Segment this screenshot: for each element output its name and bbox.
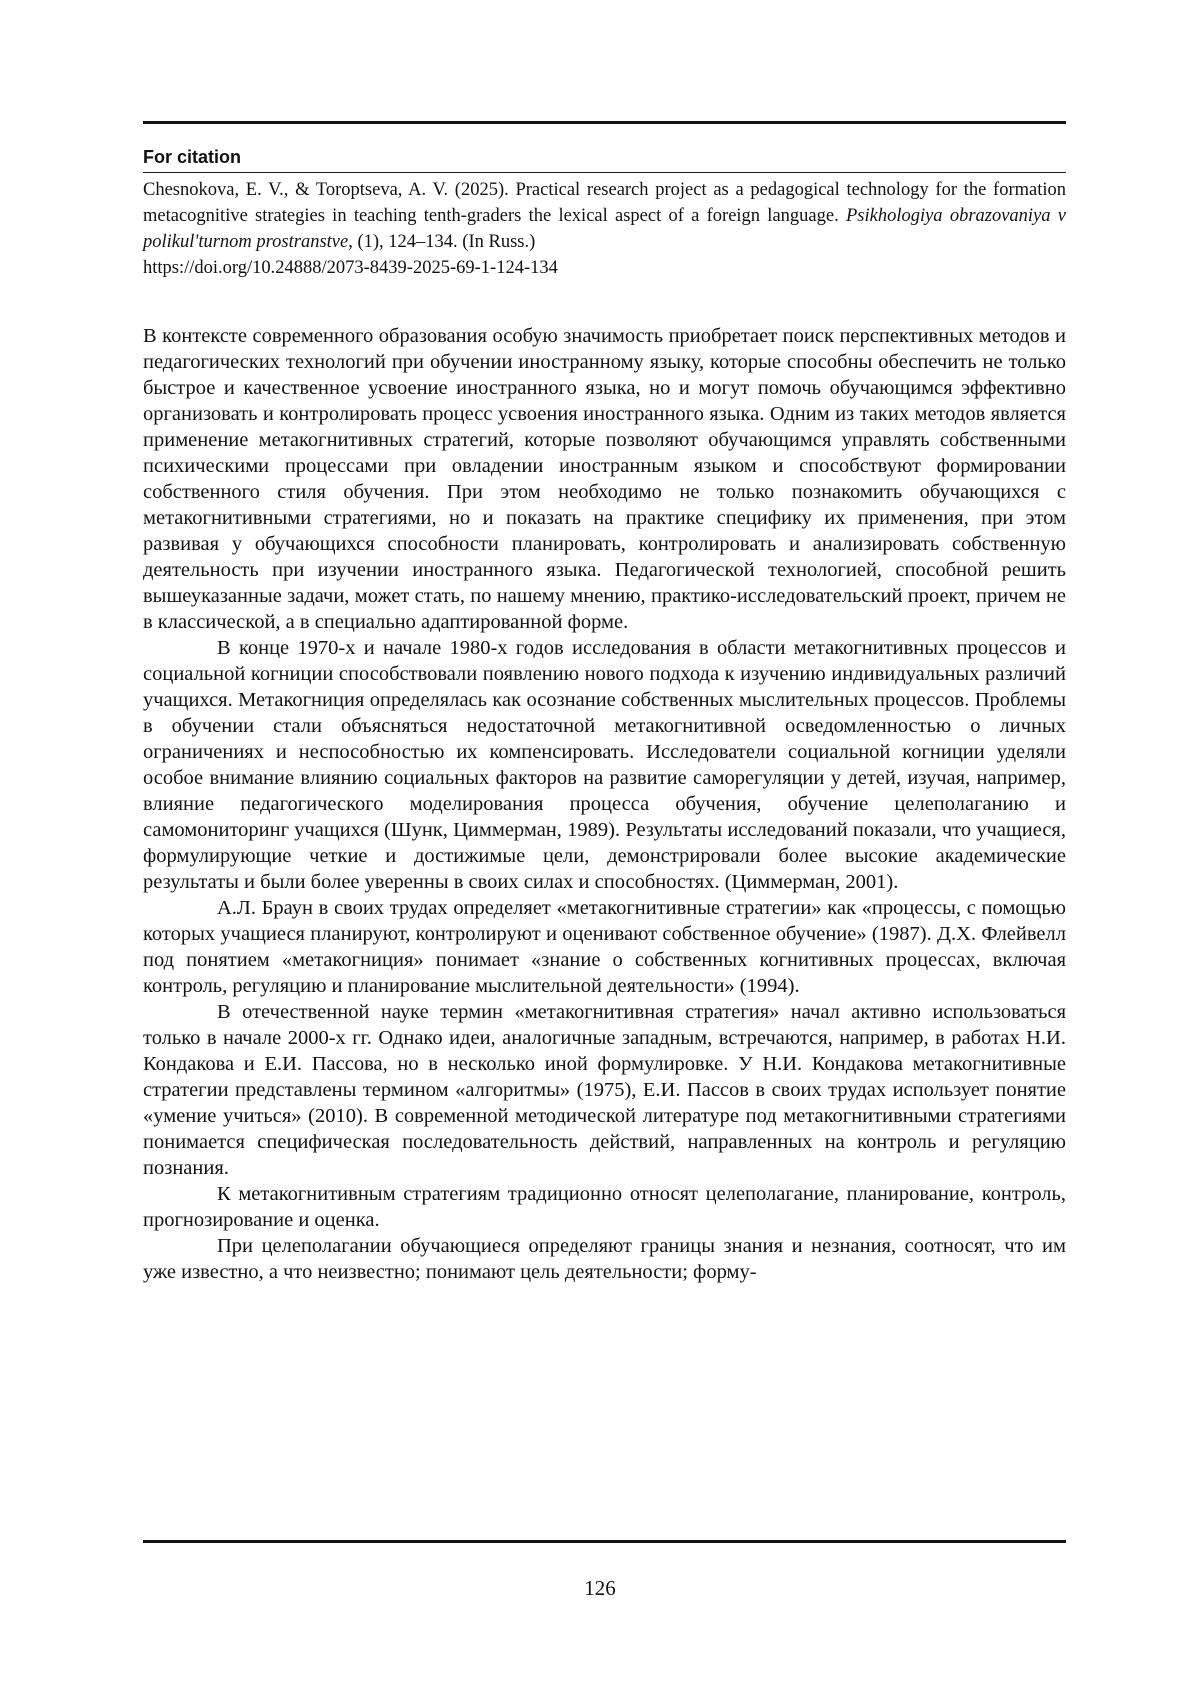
bottom-rule: [143, 1540, 1066, 1543]
page-number: 126: [0, 1576, 1200, 1601]
body-paragraph-1: В контексте современного образования особую значимость приобретает поиск перспек­тивных методов и педагогических технологий при обучении иностранному языку, ко­торые способны обеспечить не только быстрое и качественное усвоение иностранного языка, но и могут помочь обучающимся эффективно организовать и контролировать процесс усвоения иностранного языка. Одним из таких методов является применение метакогнитивных стратегий, которые позволяют обучающимся управлять собственны­ми психическими процессами при овладении иностранным языком и способствуют формировании собственного стиля обучения. При этом необходимо не только познако­мить обучающихся с метакогнитивными стратегиями, но и показать на практике спе­цифику их применения, при этом развивая у обучающихся способности планировать, контролировать и анализировать собственную деятельность при изучении иностранно­го языка. Педагогической технологией, способной решить вышеуказанные задачи, мо­жет стать, по нашему мнению, практико-исследовательский проект, причем не в клас­сической, а в специально адаптированной форме.: [143, 323, 1066, 635]
citation-doi-link[interactable]: https://doi.org/10.24888/2073-8439-2025-69-1-124-134: [143, 255, 1066, 281]
body-paragraph-3: А.Л. Браун в своих трудах определяет «метакогнитивные стратегии» как «про­цессы, с помощью которых учащиеся планируют, контролируют и оценивают собст­венное обучение» (1987). Д.Х. Флейвелл под понятием «метакогниция» понимает «зна­ние о собственных когнитивных процессах, включая контроль, регуляцию и планиро­вание мыслительной деятельности» (1994).: [143, 895, 1066, 999]
body-paragraph-5: К метакогнитивным стратегиям традиционно относят целеполагание, планиро­вание, контроль, прогнозирование и оценка.: [143, 1181, 1066, 1233]
citation-heading: For citation: [143, 146, 1066, 173]
article-body: [143, 323, 1066, 1285]
citation-reference: [143, 177, 1066, 281]
citation-authors: Chesnokova, E. V., & Toroptseva, A. V. (2025). Practical research project as a pedagogical technolo­gy for the formation metacognitive strategies in teaching tenth-graders the lexical aspect of a foreign language.: [143, 180, 1066, 226]
body-paragraph-4: В отечественной науке термин «метакогнитивная стратегия» начал активно ис­пользоваться только в начале 2000-х гг. Однако идеи, аналогичные западным, встреча­ются, например, в работах Н.И. Кондакова и Е.И. Пассова, но в несколько иной форму­лировке. У Н.И. Кондакова метакогнитивные стратегии представлены термином «алго­ритмы» (1975), Е.И. Пассов в своих трудах использует понятие «умение учиться» (2010). В современной методической литературе под метакогнитивными стратегиями понимается специфическая последовательность действий, направленных на контроль и регуляцию познания.: [143, 999, 1066, 1181]
citation-issue: , (1), 124–134. (In Russ.): [348, 232, 535, 252]
body-paragraph-2: В конце 1970-х и начале 1980-х годов исследования в области метакогнитивных процессов и социальной когниции способствовали появлению нового подхода к изуче­нию индивидуальных различий учащихся. Метакогниция определялась как осознание собственных мыслительных процессов. Проблемы в обучении стали объясняться не­достаточной метакогнитивной осведомленностью о личных ограничениях и неспособ­ностью их компенсировать. Исследователи социальной когниции уделяли особое вни­мание влиянию социальных факторов на развитие саморегуляции у детей, изучая, на­пример, влияние педагогического моделирования процесса обучения, обучение целеполаганию и самомониторинг учащихся (Шунк, Циммерман, 1989). Результаты ис­следований показали, что учащиеся, формулирующие четкие и достижимые цели, де­монстрировали более высокие академические результаты и были более уверенны в сво­их силах и способностях. (Циммерман, 2001).: [143, 635, 1066, 895]
top-rule: [143, 121, 1066, 124]
body-paragraph-6: При целеполагании обучающиеся определяют границы знания и незнания, со­относят, что им уже известно, а что неизвестно; понимают цель деятельности; форму-: [143, 1233, 1066, 1285]
citation-journal: Psikhologiya obrazovaniya v polikul'turnom prostranstve: [143, 206, 1066, 252]
page-content: [143, 121, 1066, 1285]
